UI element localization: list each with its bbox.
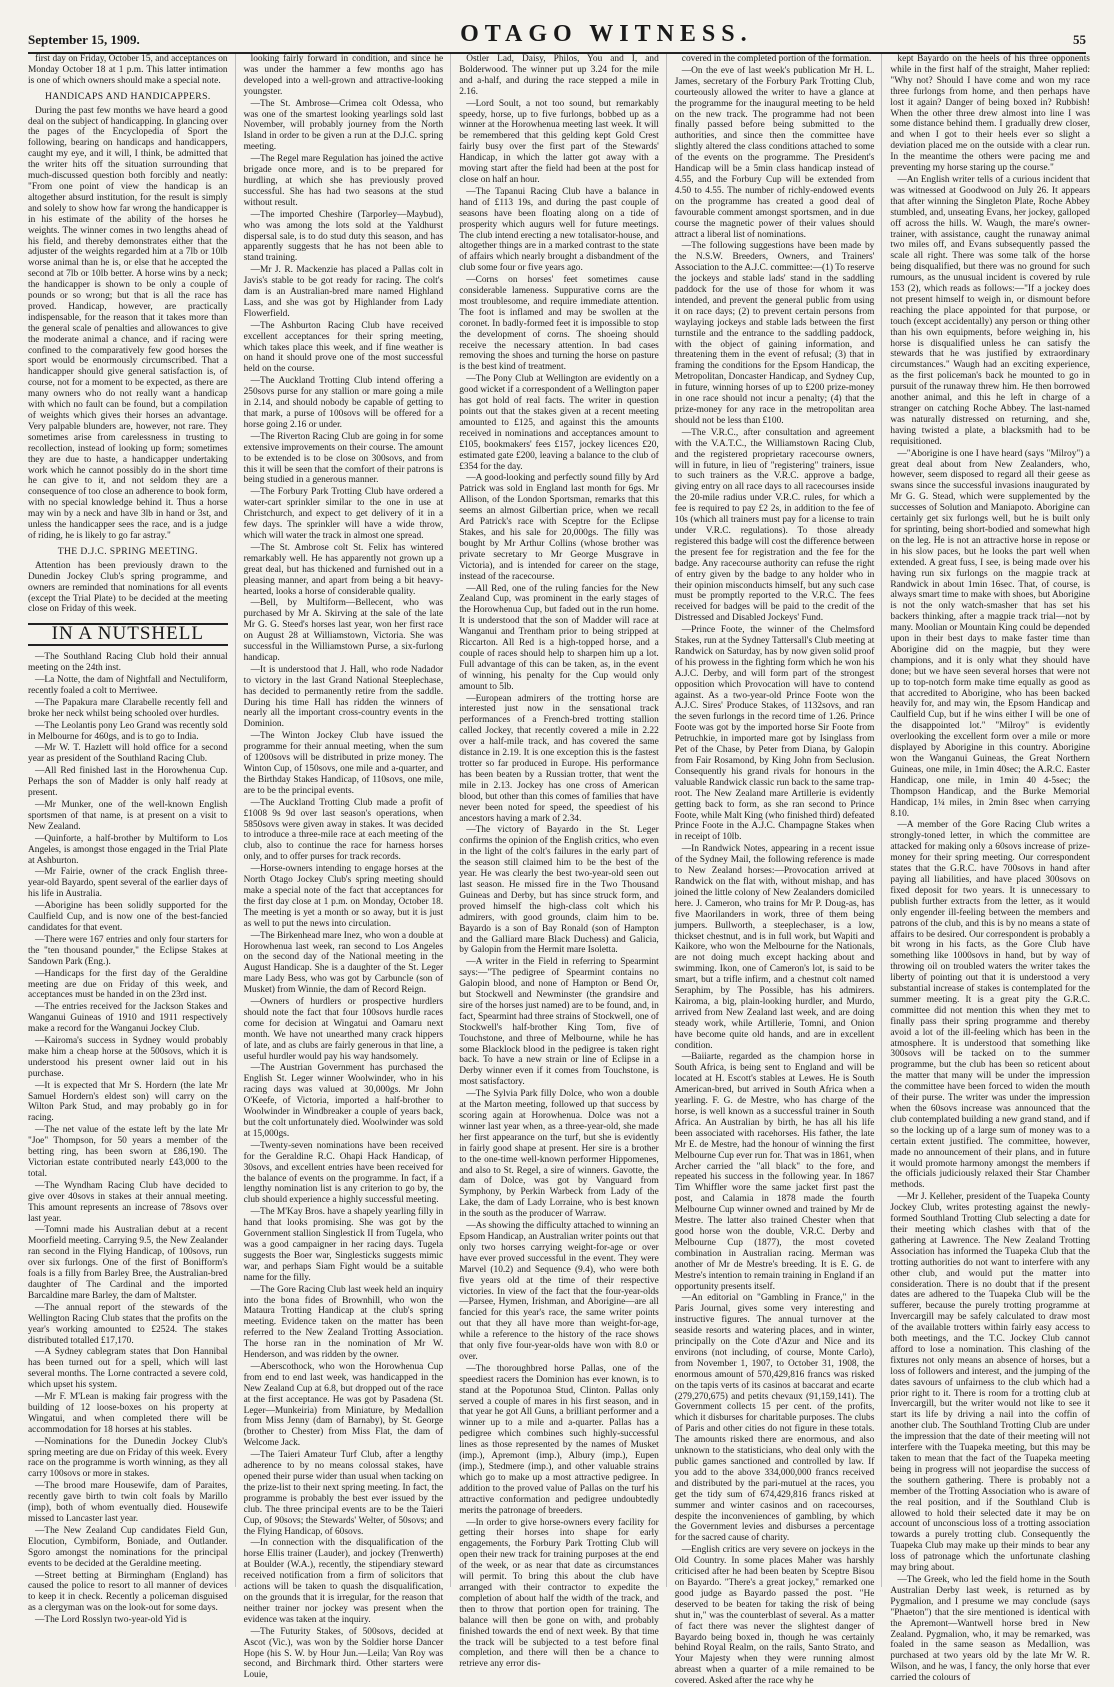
paragraph: —On the eve of last week's publication Mr H. L. James, secretary of the Forbury Park Trotting Club, courteously allowed the writer to have a glance at the programme for the inaugural meeting to be held on the new track. The programme had not been finally passed before being submitted to the authorities, and since then the committee have slightly altered the class conditions attached to some of the events on the programme. The President's Handicap will be a 5min class handicap instead of 4.55, and the Forbury Cup will be extended from 4.50 to 4.55. The number of richly-endowed events on the programme has created a good deal of favourable comment amongst sportsmen, and in due course the magnetic power of their values should attract a liberal list of nominations.: [674, 65, 875, 240]
paragraph: —Horse-owners intending to engage horses at the North Otago Jockey Club's spring meeting should make a special note of the fact that acceptances for the first day close at 1 p.m. on Monday, October 18. The meeting is yet a month or so away, but it is just as well to put the news into circulation.: [243, 864, 444, 929]
paragraph: —The annual report of the stewards of the Wellington Racing Club states that the profits on the year's working amounted to £2524. The stakes distributed totalled £17,170.: [28, 1302, 228, 1346]
paragraph: —The Gore Racing Club last week held an inquiry into the bona fides of Brownhill, who won the Mataura Trotting Handicap at the club's spring meeting. Evidence taken on the matter has been referred to the New Zealand Trotting Association. The horse ran in the nomination of Mr W. Henderson, and was ridden by the owner.: [243, 1284, 444, 1361]
paragraph: —The Pony Club at Wellington are evidently on a good wicket if a correspondent of a Wellington paper has got hold of real facts. The writer in question points out that the stakes given at a recent meeting amounted to £125, and against this the amounts received in nominations and acceptances amount to £105, bookmakers' fees £157, jockey licences £20, estimated gate £200, leaving a balance to the club of £354 for the day.: [459, 374, 659, 472]
paragraph: —Mr J. R. Mackenzie has placed a Pallas colt in Javis's stable to be got ready for racing. The colt's dam is an Australian-bred mare named Highland Lass, and she was got by Highlander from Lady Flowerfield.: [243, 265, 444, 319]
section-heading: HANDICAPS AND HANDICAPPERS.: [44, 90, 211, 102]
paragraph: —Mr F. M'Lean is making fair progress with the building of 12 loose-boxes on his property at Wingatui, and when completed there will be accommodation for 18 horses at his stables.: [28, 1392, 228, 1435]
paragraph: —The Austrian Government has purchased the English St. Leger winner Woolwinder, who in his racing days was valued at 30,000gs. Mr John O'Keefe, of Victoria, imported a half-brother to Woolwinder in Windbreaker a couple of years back, but the colt unfortunately died. Woolwinder was sold at 15,000gs.: [243, 1063, 444, 1139]
paragraph: —The Leolantis pony Leo Grand was recently sold in Melbourne for 460gs, and is to go to India.: [28, 720, 228, 742]
paragraph: —English critics are very severe on jockeys in the Old Country. In some places Maher was harshly criticised after he had been beaten by Sceptre Bisou on Bayardo. "There's a great jockey," remarked one good judge as Bayardo passed the post. "He deserved to be beaten for taking the risk of being shut in," was the counterblast of several. As a matter of fact there was never the slightest danger of Bayardo being boxed in, though he was certainly behind Royal Realm, on the rails, Santo Strato, and Your Majesty when they were running almost abreast when a quarter of a mile remained to be covered. Asked after the race why he: [674, 1545, 875, 1687]
paragraph: —All Red, one of the ruling fancies for the New Zealand Cup, was prominent in the early stages of the Horowhenua Cup, but faded out in the run home. It is understood that the son of Madder will race at Wanganui and Trentham prior to being stripped at Riccarton. All Red is a high-topped horse, and a couple of races should help to sharpen him up a lot. Full advantage of this can be taken, as, in the event of winning, his penalty for the Cup would only amount to 5lb.: [459, 583, 659, 692]
paragraph: —The Birkenhead mare Inez, who won a double at Horowhenua last week, ran second to Los Angeles on the second day of the National meeting in the August Handicap. She is a daughter of the St. Leger mare Lady Bess, who was got by Carbuncle (son of Musket) from Winnie, the dam of Record Reign.: [243, 930, 444, 996]
paragraph: Attention has been previously drawn to the Dunedin Jockey Club's spring programme, and owners are reminded that nominations for all events (except the Trial Plate) to be decided at the meeting close on Friday of this week.: [28, 560, 228, 615]
paragraph: —Twenty-seven nominations have been received for the Geraldine R.C. Ohapi Hack Handicap, of 30sovs, and excellent entries have been received for the balance of events on the programme. In fact, if a lengthy nomination list is any criterion to go by, the club should experience a highly successful meeting.: [243, 1140, 444, 1206]
paragraph: —Prince Foote, the winner of the Chelmsford Stakes, run at the Sydney Tattersall's Club meeting at Randwick on Saturday, has by now given solid proof of his prowess in the fighting form which he won his A.J.C. Derby, and will form part of the strongest opposition which Provocation will have to contend against. As a two-year-old Prince Foote won the A.J.C. Sires' Produce Stakes, of 1132sovs, and ran the seven furlongs in the record time of 1.26. Prince Foote was got by the imported horse Sir Foote from Petruchkie, in imported mare got by Isinglass from Pet of the Chase, by Peter from Diana, by Galopin from Fair Rosamond, by King John from Seclusion. Consequently his grand rivals for honours in the valuable Randwick classic run back to the same trap-root. The New Zealand mare Artillerie is evidently getting back to form, as she ran second to Prince Foote, while Malt King (who finished third) defeated Prince Foote in the A.J.C. Champagne Stakes when in receipt of 10lb.: [674, 625, 875, 843]
paragraph: looking fairly forward in condition, and since he was under the hammer a few months ago has developed into a well-grown and attractive-looking youngster.: [243, 54, 444, 97]
newspaper-title: OTAGO WITNESS.: [460, 21, 753, 47]
text-column-4: [674, 54, 883, 1687]
text-column-3: [459, 54, 667, 1670]
paragraph: —The thoroughbred horse Pallas, one of the speediest racers the Dominion has ever known, is to stand at the Popotunoa Stud, Clinton. Pallas only served a couple of mares in his first season, and in that year he got All Guns, a brilliant performer and a winner up to a mile and a-quarter. Pallas has a pedigree which combines such highly-successful lines as those represented by the names of Musket (imp.), Apremont (imp.), Albury (imp.), Eupen (imp.), Stedmere (imp.), and other valuable strains which go to make up a most attractive pedigree. In addition to the proved value of Pallas on the turf his attractive conformation and pedigree undoubtedly merits the patronage of breeders.: [459, 1363, 659, 1516]
paragraph: kept Bayardo on the heels of his three opponents while in the first half of the straight, Maher replied: "Why not? Should I have come and won my race three furlongs from home, and then perhaps have lost it again? Danger of being boxed in? Rubbish! When the other three drew almost into line I was some distance behind them. I gradually drew closer, and when I got to their heels ever so slight a deviation placed me on the outside with a clear run. In the meantime the others were pacing me and preventing my horse staring up the course.": [890, 54, 1090, 174]
text-column-1: [28, 54, 236, 1626]
paragraph: —The M'Kay Bros. have a shapely yearling filly in hand that looks promising. She was got by the Government stallion Singlestick II from Tugela, who was a good campaigner in her racing days. Tugela suggests the Boer war, Singlesticks suggests mimic war, and perhaps Siam Fight would be a suitable name for the filly.: [243, 1207, 444, 1283]
paragraph: —Lord Soult, a not too sound, but remarkably speedy, horse, up to five furlongs, bobbed up as a winner at the Horowhenua meeting last week. It will be remembered that this gelding kept Gold Crest fairly busy over the first part of the Stewards' Handicap, in which the latter got away with a moving start after the field had been at the post for close on half an hour.: [459, 98, 659, 185]
issue-date: September 15, 1909.: [28, 32, 140, 47]
paragraph: —The imported Cheshire (Tarporley—Maybud), who was among the lots sold at the Yaldhurst dispersal sale, is to do stud duty this season, and has apparently suggests that he has not been able to stand training.: [243, 209, 444, 264]
paragraph: —It is understood that J. Hall, who rode Nadador to victory in the last Grand National Steeplechase, has decided to permanently retire from the saddle. During his time Hall has ridden the winners of nearly all the important cross-country events in the Dominion.: [243, 664, 444, 730]
paragraph: —In Randwick Notes, appearing in a recent issue of the Sydney Mail, the following reference is made to New Zealand horses:—Provocation arrived at Randwick on the flat with, without mishap, and has joined the little colony of New Zealanders domiciled here. J. Cameron, who trains for Mr P. Doug-as, has five Maorilanders in work, three of them being jumpers. Bullworth, a steeplechaser, is a low, thickset chestnut, and is in full work, but Wapiti and Kaikore, who won the Melbourne for the Nationals, are not doing much except hacking about and swimming. Ikon, one of Cameron's lot, is said to be smart, but a trifle infirm, and a chestnut colt named Seraphim, by The Possible, has his admirers. Kairoma, a big, plain-looking hurdler, and Murdo, arrived from New Zealand last week, and are doing steady work, while Artillerie, Tomni, and Onion have become quite old hands, and are in excellent condition.: [674, 844, 875, 1051]
section-banner: IN A NUTSHELL: [28, 623, 228, 646]
paragraph: —Mr Fairie, owner of the crack English three-year-old Bayardo, spent several of the earlier days of his life in Australia.: [28, 867, 228, 900]
page-number: 55: [1073, 32, 1086, 47]
paragraph: covered in the completed portion of the formation.: [681, 54, 872, 64]
paragraph: —Handicaps for the first day of the Geraldine meeting are due on Friday of this week, and acceptances must be handed in on the 23rd inst.: [28, 968, 228, 1001]
paragraph: —The Tapanui Racing Club have a balance in hand of £113 19s, and during the past couple of seasons have been floating along on a tide of prosperity which augurs well for future meetings. The club intend erecting a new totalisator-house, and altogether things are in a marked contrast to the state of affairs which nearly brought a disbandment of the club some four or five years ago.: [459, 186, 659, 274]
paragraph: —A member of the Gore Racing Club writes a strongly-toned letter, in which the committee are attacked for making only a 60sovs increase of prize-money for their spring meeting. Our correspondent states that the G.R.C. have 700sovs in hand after paying all liabilities, and have placed 300sovs on fixed deposit for two years. It is unnecessary to publish further extracts from the letter, as it would only engender ill-feeling between the members and patrons of the club, and this is by no means a state of affairs to be desired. Our correspondent is probably a bit wrong in his facts, as the Gore Club have something like 1000sovs in hand, but by way of throwing oil on troubled waters the writer takes the liberty of pointing out that it is understood a very substantial increase of stakes is contemplated for the summer meeting. It is a great pity the G.R.C. committee did not mention this when they met to finally pass their spring programme and thereby avoid a lot of the ill-feeling which has been in the atmosphere. It is understood that something like 300sovs will be tacked on to the summer programme, but the club has been so reticent about the matter that many will be under the impression the committee have been forced to widen the mouth of their purse. The writer was under the impression when the 60sovs increase was announced that the club contemplated building a new grand stand, and if so the locking up of a large sum of money was to a certain extent justified. The committee, however, made no announcement of their plans, and in future it would promote harmony amongst the members if the officials judiciously relaxed their Star Chamber methods.: [890, 820, 1090, 1191]
paragraph: —The net value of the estate left by the late Mr "Joe" Thompson, for 50 years a member of the betting ring, has been sworn at £86,190. The Victorian estate contributed nearly £43,000 to the total.: [28, 1125, 228, 1179]
paragraph: —The Auckland Trotting Club intend offering a 250sovs purse for any stallion or mare going a mile in 2.14, and should nobody be capable of getting to that mark, a purse of 100sovs will be offered for a horse going 2.16 or under.: [243, 376, 444, 430]
paragraph: —Mr J. Kelleher, president of the Tuapeka County Jockey Club, writes protesting against the newly-formed Southland Trotting Club selecting a date for their meeting which clashes with that of the gathering at Lawrence. The New Zealand Trotting Association has informed the Tuapeka Club that the trotting authorities do not want to interfere with any other club, and would put the matter into consideration. There is no doubt that if the present dates are adhered to the Tuapeka Club will be the sufferer, because the purely trotting programme at Invercargill may be safely calculated to draw most of the available trotters within fairly easy access to both meetings, and the T.C. Jockey Club cannot afford to lose a nomination. This clashing of the fixtures not only means an absence of horses, but a loss of followers and interest, and the jumping of the dates savours of unfairness to the club which had a prior right to it. There is room for a trotting club at Invercargill, but the writer would not like to see it start its life by driving a nail into the coffin of another club. The Southland Trotting Club are under the impression that the date of their meeting will not interfere with the Tuapeka meeting, but this may be taken to mean that the fact of the Tuapeka meeting being in progress will not jeopardise the success of the southern gathering. There is probably not a member of the Trotting Association who is aware of the real position, and if the Southland Club is allowed to hold their selected date it may be on account of unconscious loss of a trotting association towards a purely trotting club. Consequently the Tuapeka Club may make up their minds to bear any loss of patronage which the unfortunate clashing may bring about.: [890, 1192, 1090, 1574]
paragraph: —The New Zealand Cup candidates Field Gun, Elocution, Cymbiform, Boniade, and Outlander. Sgoro amongst the nominations for the principal events to be decided at the Geraldine meeting.: [28, 1525, 228, 1569]
paragraph: —Kairoma's success in Sydney would probably make him a cheap horse at the 500sovs, which it is understood his present owner laid out in his purchase.: [28, 1036, 228, 1079]
paragraph: —The Southland Racing Club hold their annual meeting on the 24th inst.: [28, 652, 228, 674]
paragraph: —An English writer tells of a curious incident that was witnessed at Goodwood on July 26. It appears that after winning the Singleton Plate, Roche Abbey stumbled, and, unseating Evans, her jockey, galloped off across the hills. W. Waugh, the mare's owner-trainer, with assistance, caught the runaway animal two miles off, and Evans subsequently passed the scale all right. There was some talk of the horse being disqualified, but there was no ground for such rumours, as the unusual incident is covered by rule 153 (2), which reads as follows:—"If a jockey does not present himself to weigh in, or dismount before reaching the place appointed for that purpose, or touch (except accidentally) any person or thing other than his own equipments, before weighing in, his horse is disqualified unless he can satisfy the stewards that he was justified by extraordinary circumstances." Waugh had an exciting experience, as the first policeman's back he mounted to go in pursuit of the runaway threw him. He then borrowed another animal, and this he left in charge of a stranger on catching Roche Abbey. The last-named was naturally distressed on returning, and she, having twisted a plate, a blacksmith had to be requisitioned.: [890, 174, 1090, 447]
paragraph: —The Forbury Park Trotting Club have ordered a water-cart sprinkler similar to the one in use at Christchurch, and expect to get delivery of it in a few days. The sprinkler will have a wide throw, which will water the track in almost one spread.: [243, 487, 444, 541]
paragraph: —European admirers of the trotting horse are interested just now in the sensational track performances of a French-bred trotting stallion called Jockey, that recently covered a mile in 2.22 over a half-mile track, and has covered the same distance in 2.19. It is one exception this is the fastest trotter so far produced in Europe. His performance has been beaten by a Russian trotter, that went the mile in 2.13. Jockey has one cross of American blood, but other than this comes of families that have never been noted for speed, the speediest of his ancestors having a mark of 2.34.: [459, 693, 659, 824]
paragraph: —A Sydney cablegram states that Don Hannibal has been turned out for a spell, which will last several months. The Lorne contracted a severe cold, which upset his system.: [28, 1347, 228, 1391]
masthead: [28, 20, 1086, 54]
paragraph: —In connection with the disqualification of the horse Ellis trainer (Lauder), and jockey (Trenwerth) at Boulder (W.A.), recently, the stipendiary steward received notification from a firm of solicitors that actions will be taken to quash the disqualification, on the grounds that it is irregular, for the reason that neither trainer nor jockey was present when the evidence was taken at the inquiry.: [243, 1538, 444, 1625]
paragraph: —There were 167 entries and only four starters for the "ten thousand pounder," the Eclipse Stakes at Sandown Park (Eng.).: [28, 934, 228, 967]
text-column-2: [243, 54, 452, 1681]
article-columns: [28, 54, 1090, 1687]
paragraph: —All Red finished last in the Horowhenua Cup. Perhaps the son of Madder is only half ready at present.: [28, 766, 228, 799]
paragraph: —The Greek, who led the field home in the South Australian Derby last week, is returned as by Pygmalion, and I presume we may conclude (says "Phaeton") that the sire mentioned is identical with the Apremont—Wantwell horse bred in New Zealand. Pygmalion, who, it may be remarked, was foaled in the same season as Medallion, was purchased at two years old by the late Mr W. R. Wilson, and he was, I fancy, the only horse that ever carried the colours of: [890, 1574, 1090, 1684]
text-column-5: [890, 54, 1090, 1684]
paragraph: —The Auckland Trotting Club made a profit of £1008 9s 9d over last season's operations, when 5850sovs were given away in stakes. It was decided to introduce a three-mile race at each meeting of the club, also to continue the race for harness horses only, and to offer purses for track records.: [243, 797, 444, 863]
paragraph: —The Riverton Racing Club are going in for some extensive improvements on their course. The amount to be extended is to be close on 300sovs, and from this it will be seen that the comfort of their patrons is being studied in a generous manner.: [243, 431, 444, 486]
paragraph: —The Wyndham Racing Club have decided to give over 40sovs in stakes at their annual meeting. This amount represents an increase of 78sovs over last year.: [28, 1180, 228, 1224]
paragraph: —Baiiarte, regarded as the champion horse in South Africa, is being sent to England and will be located at H. Escott's stables at Lewes. He is South American-bred, but arrived in South Africa when a yearling. F. G. de Mestre, who has charge of the horse, is well known as a successful trainer in South Africa. An Australian by birth, he has all his life been associated with racehorses. His father, the late Mr E. de Mestre, had the honour of winning the first Melbourne Cup ever run for. That was in 1861, when Archer carried the "all black" to the fore, and repeated his success in the following year. In 1867 Tim Whiffler wore the same jacket first past the post, and Calamia in 1878 made the fourth Melbourne Cup winner owned and trained by Mr de Mestre. The latter also trained Chester when that good horse won the double, V.R.C. Derby and Melbourne Cup (1877), the most coveted combination in Australian racing. Merman was another of Mr de Mestre's breeding. It is E. G. de Mestre's intention to remain training in England if an opportunity presents itself.: [674, 1052, 875, 1292]
paragraph: —Quinforte, a half-brother by Multiform to Los Angeles, is amongst those engaged in the Trial Plate at Ashburton.: [28, 833, 228, 866]
paragraph: During the past few months we have heard a good deal on the subject of handicapping. In glancing over the pages of the Encyclopedia of Sport the following, bearing on handicaps and handicappers, caught my eye, and it will, I think, be admitted that the writer hits off the situation surrounding that much-discussed question both forcibly and neatly: "From one point of view the handicap is an altogether absurd institution, for the result is simply and solely to show how far wrong the handicapper is in his estimate of the ability of the horses he weights. The winner comes in two lengths ahead of his field, and thereby demonstrates either that the adjuster of the weights regarded him at a 7lb or 10lb worse animal than he is, or else that he accepted the second at 7lb or 10lb better. A horse wins by a neck; the handicapper is shown to be only a couple of pounds or so wrong; but that is all the race has proved. Handicap, however, are practically indispensable, for the reason that it takes more than the general scale of penalties and allowances to give the moderate animal a chance, and if racing were confined to the comparatively few good horses the sport would be enormously circumscribed. That a handicapper should give general satisfaction is, of course, not for a moment to be expected, as there are many owners who do not really want a handicap with which no fault can be found, but a compilation of weights which gives their horses an advantage. Very palpable blunders are, however, not rare. They sometimes arise from carelessness in trusting to recollection, instead of looking up form; sometimes they are due to haste, a handicapper undertaking work which he cannot possibly do in the short time he can give to it, and not seldom they are a consequence of too close an adherence to book form, with no special knowledge behind it. Thus a horse may win by a neck and have 3lb in hand or 3st, and unless the handicapper sees the race, and is a judge of riding, he is likely to go far astray.": [28, 105, 228, 541]
paragraph: —The Regel mare Regulation has joined the active brigade once more, and is to be prepared for hurdling, at which she has previously proved successful. She has had two seasons at the stud without result.: [243, 154, 444, 208]
paragraph: —A good-looking and perfectly sound filly by Ard Patrick was sold in England last month for 6gs. Mr Allison, of the London Sportsman, remarks that this seems an almost Gilbertian price, when we recall Ard Patrick's race with Sceptre for the Eclipse Stakes, and his sale for 20,000gs. The filly was bought by Mr Arthur Collins (whose brother was private secretary to Mr George Musgrave in Victoria), and is intended for career on the stage, instead of the racecourse.: [459, 473, 659, 582]
paragraph: —Mr W. T. Hazlett will hold office for a second year as president of the Southland Racing Club.: [28, 743, 228, 765]
paragraph: —The Lord Rosslyn two-year-old Yid is: [35, 1615, 187, 1626]
paragraph: —"Aborigine is one I have heard (says "Milroy") a great deal about from New Zealanders, who, however, seem disposed to regard all their geese as swans since the successful invasions inaugurated by Mr G. G. Stead, which were supplemented by the successes of Solution and Maniapoto. Aborigine can certainly get six furlongs well, but he is built only for sprinting, being short-bodied and somewhat high on the leg. He is not an attractive horse in repose or in his slow paces, but he looks the part well when extended. A great fuss, I see, is being made over his having run six furlongs on the magpie track at Randwick in about 1min 16sec. That, of course, is always smart time to make with shoes, but Aborigine is not the only watch-smasher that has set his backers thinking, after a magpie track trial—not by many. Moolian or Mountain King could be depended upon in their best days to make faster time than Aborigine did on the magpie, but they were champions, and it is only what they should have done; but we have seen several horses that were not up to top-notch form make time equally as good as that accredited to Aborigine, who has been backed heavily for, and may win, the Epsom Handicap and Caulfield Cup, but if he wins either I will be one of the disappointed lot." "Milroy" is evidently overlooking the excellent form over a mile or more displayed by Aborigine in this country. Aborigine won the Wanganui Guineas, the Great Northern Guineas, one mile, in 1min 40sec; the A.R.C. Easter Handicap, one mile, in 1min 40 4-5sec; the Thompson Handicap, and the Burke Memorial Handicap, 1¼ miles, in 2min 8sec when carrying 8.10.: [890, 448, 1090, 819]
paragraph: —An editorial on "Gambling in France," in the Paris Journal, gives some very interesting and instructive figures. The annual turnover at the seaside resorts and watering places, and in winter, principally on the Cote d'Azur and Nice and its environs (not including, of course, Monte Carlo), from November 1, 1907, to October 31, 1908, the enormous amount of 570,429,816 francs was risked on the tapis verts of its casinos at baccarat and ecarte (279,270,675) and petits chevaux (91,159,141). The Government collects 15 per cent. of the profits, which it disburses for charitable purposes. The clubs of Paris and other cities do not figure in these totals. The amounts risked there are enormous, and also unknown to the statisticians, who deal only with the public games sanctioned and controlled by law. If you add to the above 334,000,000 francs received and distributed by the pari-mutuel at the races, you get the tidy sum of 674,429,816 francs risked at summer and winter casinos and on racecourses, despite the inconveniences of gambling, by which the Government levies and disburses a percentage for the sacred cause of charity.: [674, 1293, 875, 1544]
paragraph: —The Winton Jockey Club have issued the programme for their annual meeting, when the sum of 1200sovs will be distributed in prize money. The Winton Cup, of 150sovs, one mile and a-quarter, and the Birthday Stakes Handicap, of 110sovs, one mile, are to be the principal events.: [243, 731, 444, 796]
paragraph: first day on Friday, October 15, and acceptances on Monday October 18 at 1 p.m. This latter intimation is one of which owners should make a special note.: [28, 54, 228, 86]
paragraph: Ostler Lad, Daisy, Philos, You and I, and Bolderwood. The winner put up 3.24 for the mile and a-half, and during the race stepped a mile in 2.16.: [459, 54, 659, 97]
paragraph: —The following suggestions have been made by the N.S.W. Breeders, Owners, and Trainers' Association to the A.J.C. committee:—(1) To reserve the jockeys and stable lads' stand in the saddling paddock for the use of those for whom it was intended, and prevent the general public from using it on race days; (2) to prevent certain persons from waylaying jockeys and stable lads between the first turnstile and the entrance to the saddling paddock, with the object of gaining information, and threatening them in the event of refusal; (3) that in framing the conditions for the Epsom Handicap, the Metropolitan, Doncaster Handicap, and Sydney Cup, in future, winning horses of up to £200 prize-money in one race should not incur a penalty; (4) that the prize-money for any race in the metropolitan area should not be less than £100.: [674, 241, 875, 426]
paragraph: —A writer in the Field in referring to Spearmint says:—"The pedigree of Spearmint contains no Galopin blood, and none of Hampton or Bend Or, but Stockwell and Newminster (the grandsire and sire of the horses just named) are to be found, and, in fact, Spearmint had three strains of Stockwell, one of Stockwell's half-brother King Tom, five of Touchstone, and three of Melbourne, while he has some Blacklock blood in the pedigree is taken right back. To have a new strain or line of Eclipse in a Derby winner even if it comes from Touchstone, is most satisfactory.: [459, 957, 659, 1088]
paragraph: —The entries received for the Jackson Stakes and Wanganui Guineas of 1910 and 1911 respectively make a record for the Wanganui Jockey Club.: [28, 1002, 228, 1035]
paragraph: —The Ashburton Racing Club have received excellent acceptances for their spring meeting, which takes place this week, and if fine weather is on hand it should prove one of the most successful held on the course.: [243, 320, 444, 375]
paragraph: —Bell, by Multiform—Bellecent, who was purchased by Mr A. Skirving at the sale of the late Mr G. G. Steed's horses last year, won her first race on August 28 at Williamstown, Victoria. She was successful in the Williamstown Purse, a six-furlong handicap.: [243, 598, 444, 663]
paragraph: —The Sylvia Park filly Dolce, who won a double at the Marton meeting, followed up that success by scoring again at Horowhenua. Dolce was not a winner last year when, as a three-year-old, she made her first appearance on the turf, but she is evidently in fairly good shape at present. Her sire is a brother to the one-time well-known performer Hippomenes, and also to St. Regel, a sire of winners. Gavotte, the dam of Dolce, was got by Vanguard from Symphony, by Perkin Warbeck from Lady of the Lake, the dam of Lady Lorraine, who is best known in the south as the producer of Warraw.: [459, 1089, 659, 1220]
paragraph: —Aberscothock, who won the Horowhenua Cup from end to end last week, was handicapped in the New Zealand Cup at 6.8, but dropped out of the race at the first acceptance. He was got by Pasadena (St. Leger—Munkeiria) from Miniature, by Medallion from Miss Jenny (dam of Barnaby), by St. George (brother to Chester) from Miss Flat, the dam of Welcome Jack.: [243, 1361, 444, 1449]
paragraph: —Corns on horses' feet sometimes cause considerable lameness. Suppurative corns are the most troublesome, and require immediate attention. The foot is inflamed and may be swollen at the coronet. In badly-formed feet it is impossible to stop the development of corns. The shoeing should receive the necessary attention. In bad cases removing the shoes and turning the horse on pasture is the best kind of treatment.: [459, 275, 659, 373]
paragraph: —In order to give horse-owners every facility for getting their horses into shape for early engagements, the Forbury Park Trotting Club will open their new track for training purposes at the end of the week, or as near that date as circumstances will permit. To bring this about the club have arranged with their contractor to expedite the completion of about half the width of the track, and then to throw that portion open for training. The balance will then be gone on with, and probably finished towards the end of next week. By that time the track will be subjected to a test before final completion, and there will then be a chance to retrieve any error dis-: [459, 1517, 659, 1670]
paragraph: —Nominations for the Dunedin Jockey Club's spring meeting are due on Friday of this week. Every race on the programme is worth winning, as they all carry 100sovs or more in stakes.: [28, 1436, 228, 1480]
paragraph: —Street betting at Birmingham (England) has caused the police to resort to all manner of devices to keep it in check. Recently a policeman disguised as a clergyman was on the look-out for some days.: [28, 1570, 228, 1614]
paragraph: —The victory of Bayardo in the St. Leger confirms the opinion of the English critics, who even in the light of the colt's failures in the early part of the season still claimed him to be the best of the year. He was clearly the best two-year-old seen out last season. He missed fire in the Two Thousand Guineas and Derby, but has since struck form, and proved himself the high-class colt which his admirers, with good grounds, claim him to be. Bayardo is a son of Bay Ronald (son of Hampton and the Galliard mare Black Duchess) and Galicia, by Galopin from the Hermit mare Isoletta.: [459, 825, 659, 956]
paragraph: —La Notte, the dam of Nightfall and Nectuliform, recently foaled a colt to Merriwee.: [28, 675, 228, 696]
paragraph: —The Taieri Amateur Turf Club, after a lengthy adherence to by no means colossal stakes, have opened their purse wider than usual when tacking on the prize-list to their next spring meeting. In fact, the programme is probably the best ever issued by the club. The three principal events are to be the Taieri Cup, of 90sovs; the Stewards' Welter, of 50sovs; and the Flying Handicap, of 60sovs.: [243, 1450, 444, 1537]
paragraph: —Tomni made his Australian debut at a recent Moorfield meeting. Carrying 9.5, the New Zealander ran second in the Flying Handicap, of 100sovs, run over six furlongs. One of the first of Bonifform's foals is a filly from Barley Bree, the Australian-bred daughter of The Cardinal and the imported Barcaldine mare Barley, the dam of Maltster.: [28, 1225, 228, 1301]
paragraph: —The V.R.C., after consultation and agreement with the V.A.T.C., the Williamstown Racing Club, and the registered proprietary racecourse owners, will in future, in lieu of "registering" trainers, issue to such trainers as the V.R.C. approve a badge, giving entry on all race days to all racecourses inside the 20-mile radius under V.R.C. rules, for which a fee is required to pay £2 2s, in addition to the fee of 10s (which all trainers must pay for a license to train under V.R.C. regulations). To those already registered this badge will cost the difference between the present fee for registration and the fee for the badge. Any racecourse authority can refuse the right of entry given by the badge to any holder who in their opinion misconducts himself, but any such case must be promptly reported to the V.R.C. The fees received for badges will be paid to the credit of the Distressed and Disabled Jockeys' Fund.: [674, 427, 875, 624]
paragraph: —The Papakura mare Clarabelle recently fell and broke her neck whilst being schooled over hurdles.: [28, 697, 228, 719]
paragraph: —The brood mare Housewife, dam of Paraites, recently gave birth to twin colt foals by Marillo (imp), both of whom eventually died. Housewife missed to Lancaster last year.: [28, 1481, 228, 1524]
paragraph: —As showing the difficulty attached to winning an Epsom Handicap, an Australian writer points out that only two horses carrying weight-for-age or over have ever proved successful in the event. They were Marvel (10.2) and Sequence (9.4), who were both five years old at the time of their respective victories. In view of the fact that the four-year-olds—Parsee, Hymen, Irishman, and Aborigine—are all fancied for this year's race, the same writer points out that they all have more than weight-for-age, while a reference to the history of the race shows that only five four-year-olds have won with 8.0 or over.: [459, 1221, 659, 1362]
paragraph: —The Futurity Stakes, of 500sovs, decided at Ascot (Vic.), was won by the Soldier horse Dancer Hope (his S. W. by Hour Jun.—Leila; Van Roy was second, and Birchmark third. Other starters were Louie,: [243, 1626, 444, 1681]
paragraph: —Mr Munker, one of the well-known English sportsmen of that name, is at present on a visit to New Zealand.: [28, 800, 228, 832]
paragraph: —The St. Ambrose colt St. Felix has wintered remarkably well. He has apparently not grown up a great deal, but has thickened and furnished out in a pleasing manner, and apart from being a bit heavy-hearted, looks a horse of considerable quality.: [243, 542, 444, 597]
paragraph: —Aborigine has been solidly supported for the Caulfield Cup, and is now one of the best-fancied candidates for that event.: [28, 901, 228, 933]
section-heading: THE D.J.C. SPRING MEETING.: [57, 545, 198, 557]
paragraph: —It is expected that Mr S. Hordern (the late Mr Samuel Hordern's eldest son) will carry on the Wilton Park Stud, and may probably go in for racing.: [28, 1080, 228, 1124]
paragraph: —The St. Ambrose—Crimea colt Odessa, who was one of the smartest looking yearlings sold last November, will probably journey from the North Island in order to be given a run at the D.J.C. spring meeting.: [243, 98, 444, 153]
paragraph: —Owners of hurdlers or prospective hurdlers should note the fact that four 100sovs hurdle races come for decision at Wingatui and Oamaru next month. We have not unearthed many crack hippers of late, and as clubs are fairly generous in that line, a useful hurdler would pay his way handsomely.: [243, 997, 444, 1062]
